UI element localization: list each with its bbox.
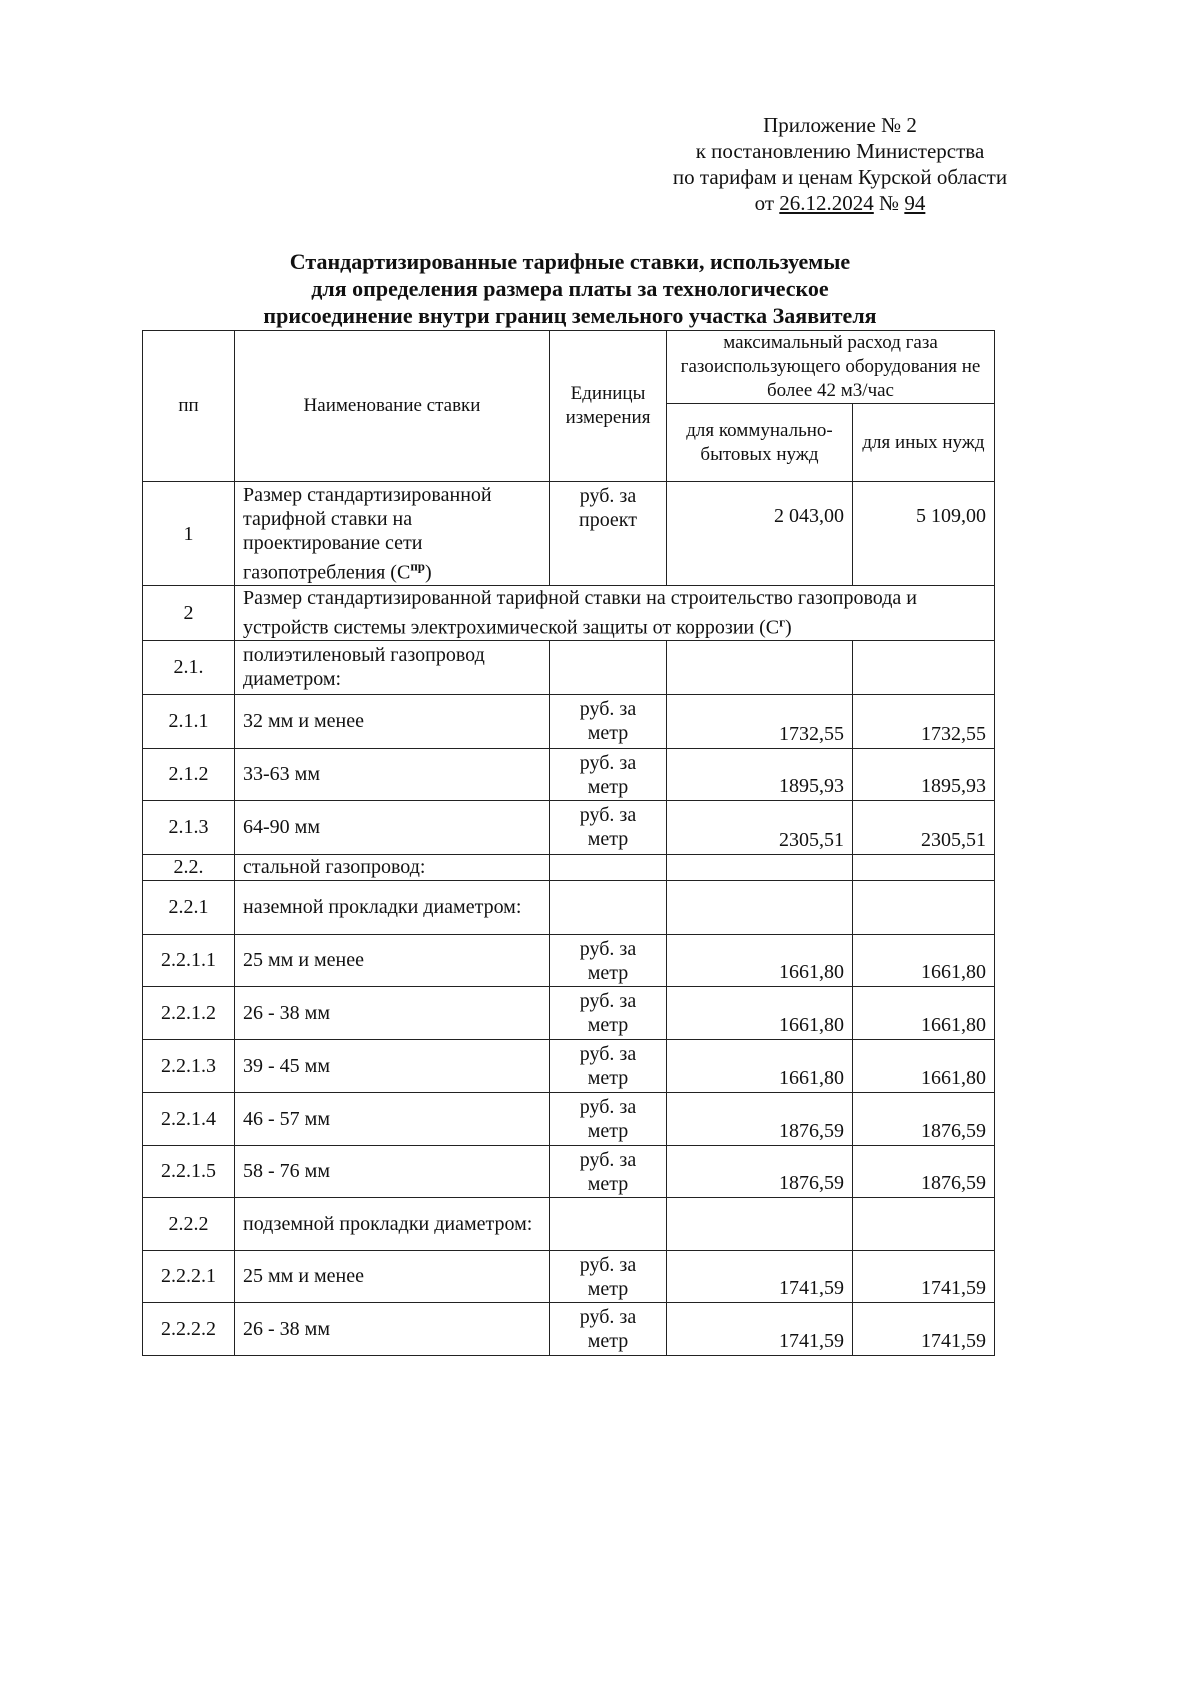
value-other: 1661,80 (853, 986, 995, 1039)
value-other: 5 109,00 (853, 482, 995, 586)
appendix-number: Приложение № 2 (763, 113, 917, 137)
rate-name: 25 мм и менее (235, 934, 550, 986)
value-other: 1876,59 (853, 1092, 995, 1145)
value-communal (667, 854, 853, 880)
header-communal: для коммунально-бытовых нужд (667, 404, 853, 482)
rate-name: 58 - 76 мм (235, 1145, 550, 1197)
value-communal: 1876,59 (667, 1145, 853, 1197)
appendix-header (600, 112, 1080, 216)
unit-of-measure (550, 1197, 667, 1250)
header-row (143, 331, 995, 404)
value-communal (667, 880, 853, 934)
rate-name: Размер стандартизированной тарифной ставки на строительство газопровода и устройств системы электрохимической защиты от коррозии $(С^г)$ (235, 586, 995, 641)
row-number: 2.2.1.3 (143, 1039, 235, 1092)
rate-name: Размер стандартизированной тарифной ставки на проектирование сети газопотребления $(С^{пр})$ (235, 482, 550, 586)
row-number: 2.2.1.2 (143, 986, 235, 1039)
header-name: Наименование ставки (235, 331, 550, 482)
table-row (143, 1302, 995, 1355)
unit-of-measure: руб. за проект (550, 482, 667, 586)
row-number: 2.1.2 (143, 748, 235, 800)
rate-name: полиэтиленовый газопровод диаметром: (235, 640, 550, 694)
value-communal: 1895,93 (667, 748, 853, 800)
table-row (143, 986, 995, 1039)
row-number: 2.2.1.4 (143, 1092, 235, 1145)
value-communal: 1876,59 (667, 1092, 853, 1145)
value-other: 2305,51 (853, 800, 995, 854)
row-number: 2.1. (143, 640, 235, 694)
unit-of-measure: руб. за метр (550, 1250, 667, 1302)
unit-of-measure: руб. за метр (550, 1302, 667, 1355)
value-other: 1732,55 (853, 694, 995, 748)
value-communal: 1741,59 (667, 1250, 853, 1302)
appendix-resolution: к постановлению Министерства (695, 139, 985, 163)
tariff-table (142, 330, 995, 1356)
value-communal (667, 640, 853, 694)
table-row (143, 1039, 995, 1092)
unit-of-measure: руб. за метр (550, 986, 667, 1039)
value-other: 1895,93 (853, 748, 995, 800)
value-communal: 1661,80 (667, 986, 853, 1039)
unit-of-measure: руб. за метр (550, 1039, 667, 1092)
table-row (143, 1145, 995, 1197)
rate-name: 46 - 57 мм (235, 1092, 550, 1145)
value-other (853, 880, 995, 934)
table-row (143, 694, 995, 748)
unit-of-measure: руб. за метр (550, 1145, 667, 1197)
table-row (143, 748, 995, 800)
value-other: 1741,59 (853, 1302, 995, 1355)
rate-name: наземной прокладки диаметром: (235, 880, 550, 934)
row-number: 1 (143, 482, 235, 586)
rate-name: 32 мм и менее (235, 694, 550, 748)
table-row (143, 1092, 995, 1145)
header-pp: пп (143, 331, 235, 482)
rate-name: 39 - 45 мм (235, 1039, 550, 1092)
appendix-date-line: от 26.12.2024 № 94 (754, 191, 926, 215)
row-number: 2.2.1.5 (143, 1145, 235, 1197)
row-number: 2.2.2 (143, 1197, 235, 1250)
table-row (143, 482, 995, 586)
value-other (853, 1197, 995, 1250)
unit-of-measure: руб. за метр (550, 1092, 667, 1145)
header-other: для иных нужд (853, 404, 995, 482)
table-row (143, 640, 995, 694)
value-other: 1661,80 (853, 934, 995, 986)
header-max-flow: максимальный расход газа газоиспользующего оборудования не более 42 м3/час (667, 331, 995, 404)
row-number: 2.1.3 (143, 800, 235, 854)
value-communal (667, 1197, 853, 1250)
document-title: Стандартизированные тарифные ставки, используемые для определения размера платы за технологическое присоединение внутри границ земельного участка Заявителя (263, 249, 877, 328)
value-other: 1876,59 (853, 1145, 995, 1197)
value-communal: 2305,51 (667, 800, 853, 854)
row-number: 2.2.2.1 (143, 1250, 235, 1302)
value-communal: 1741,59 (667, 1302, 853, 1355)
row-number: 2.2.1.1 (143, 934, 235, 986)
row-number: 2.2.2.2 (143, 1302, 235, 1355)
table-row (143, 854, 995, 880)
appendix-date: 26.12.2024 (779, 191, 874, 215)
row-number: 2.1.1 (143, 694, 235, 748)
value-other: 1661,80 (853, 1039, 995, 1092)
value-communal: 2 043,00 (667, 482, 853, 586)
rate-name: 33-63 мм (235, 748, 550, 800)
unit-of-measure: руб. за метр (550, 800, 667, 854)
rate-name: стальной газопровод: (235, 854, 550, 880)
rate-name: 26 - 38 мм (235, 986, 550, 1039)
rate-name: подземной прокладки диаметром: (235, 1197, 550, 1250)
value-other: 1741,59 (853, 1250, 995, 1302)
unit-of-measure (550, 854, 667, 880)
table-row (143, 1250, 995, 1302)
table-row (143, 586, 995, 641)
unit-of-measure (550, 880, 667, 934)
row-number: 2.2. (143, 854, 235, 880)
value-communal: 1661,80 (667, 1039, 853, 1092)
header-unit: Единицы измерения (550, 331, 667, 482)
table-row (143, 880, 995, 934)
row-number: 2.2.1 (143, 880, 235, 934)
unit-of-measure (550, 640, 667, 694)
unit-of-measure: руб. за метр (550, 694, 667, 748)
table-row (143, 934, 995, 986)
value-other (853, 854, 995, 880)
value-communal: 1661,80 (667, 934, 853, 986)
appendix-ministry: по тарифам и ценам Курской области (672, 165, 1008, 189)
rate-name: 64-90 мм (235, 800, 550, 854)
unit-of-measure: руб. за метр (550, 934, 667, 986)
value-communal: 1732,55 (667, 694, 853, 748)
value-other (853, 640, 995, 694)
appendix-doc-number: 94 (904, 191, 926, 215)
rate-name: 25 мм и менее (235, 1250, 550, 1302)
row-number: 2 (143, 586, 235, 641)
unit-of-measure: руб. за метр (550, 748, 667, 800)
table-row (143, 1197, 995, 1250)
table-row (143, 800, 995, 854)
rate-name: 26 - 38 мм (235, 1302, 550, 1355)
